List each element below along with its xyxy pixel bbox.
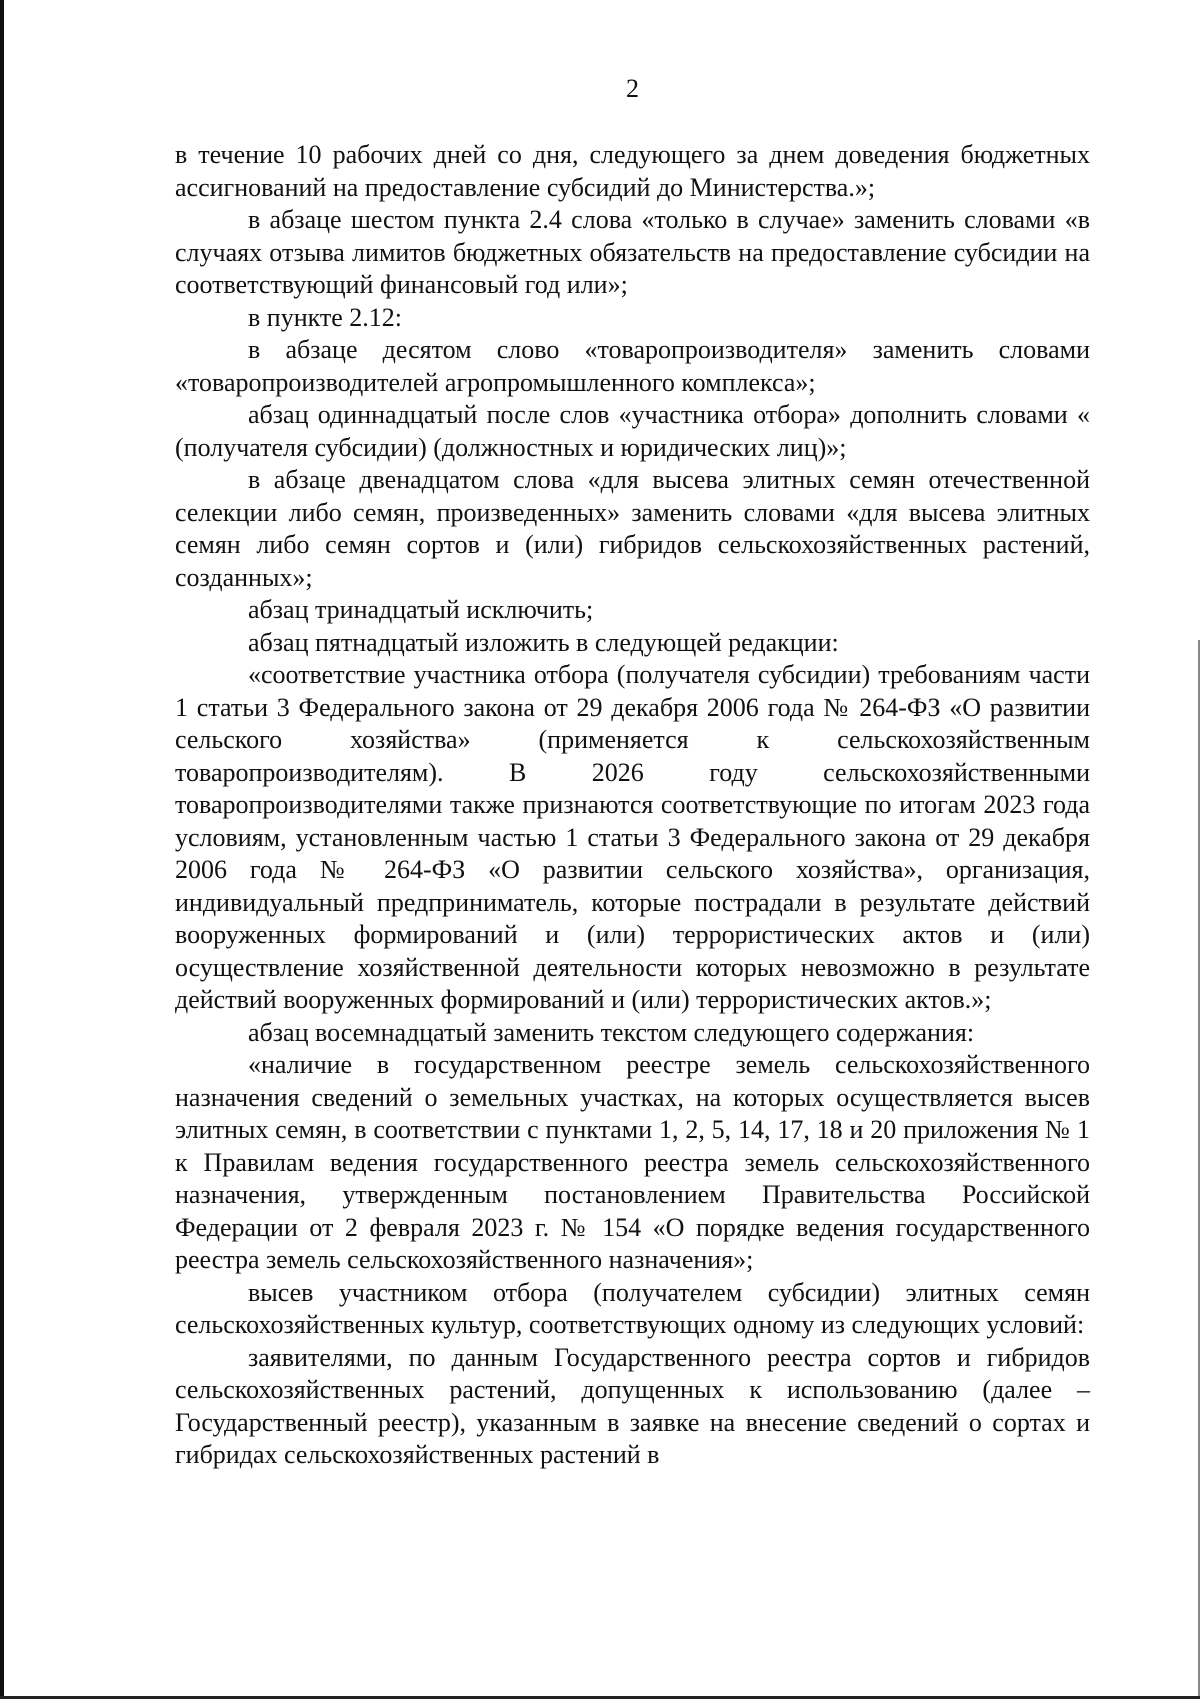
paragraph: в абзаце двенадцатом слова «для высева элитных семян отечественной селекции либо семян, произведенных» заменить словами «для высева элитных семян либо семян сортов и (или) гибридов сельскохозяйственных растений, созданных»; [175, 465, 1090, 592]
paragraph: «наличие в государственном реестре земель сельскохозяйственного назначения сведений о земельных участках, на которых осуществляется высев элитных семян, в соответствии с пунктами 1, 2, 5, 14, 17, 18 и 20 приложения № 1 к Правилам ведения государственного реестра земель сельскохозяйственного назначения, утвержденным постановлением Правительства Российской Федерации от 2 февраля 2023 г. № 154 «О порядке ведения государственного реестра земель сельскохозяйственного назначения»; [175, 1050, 1090, 1274]
page-number: 2 [626, 74, 639, 103]
scan-edge-left [0, 0, 4, 1699]
paragraph: в абзаце десятом слово «товаропроизводителя» заменить словами «товаропроизводителей агропромышленного комплекса»; [175, 335, 1090, 397]
document-body [175, 139, 1090, 1472]
paragraph: абзац восемнадцатый заменить текстом следующего содержания: [248, 1017, 975, 1047]
paragraph: высев участником отбора (получателем субсидии) элитных семян сельскохозяйственных культур, соответствующих одному из следующих условий: [175, 1277, 1090, 1339]
paragraph: «соответствие участника отбора (получателя субсидии) требованиям части 1 статьи 3 Федерального закона от 29 декабря 2006 года № 264-ФЗ «О развитии сельского хозяйства» (применяется к сельскохозяйственным товаропроизводителям). В 2026 году сельскохозяйственными товаропроизводителями также признаются соответствующие по итогам 2023 года условиям, установленным частью 1 статьи 3 Федерального закона от 29 декабря 2006 года № 264-ФЗ «О развитии сельского хозяйства», организация, индивидуальный предприниматель, которые пострадали в результате действий вооруженных формирований и (или) террористических актов и (или) осуществление хозяйственной деятельности которых невозможно в результате действий вооруженных формирований и (или) террористических актов.»; [175, 660, 1090, 1014]
paragraph: абзац пятнадцатый изложить в следующей редакции: [248, 627, 839, 657]
paragraph: заявителями, по данным Государственного реестра сортов и гибридов сельскохозяйственных растений, допущенных к использованию (далее – Государственный реестр), указанным в заявке на внесение сведений о сортах и гибридах сельскохозяйственных растений в [175, 1342, 1090, 1469]
paragraph: в течение 10 рабочих дней со дня, следующего за днем доведения бюджетных ассигнований на предоставление субсидий до Министерства.»; [175, 140, 1090, 202]
paragraph: в абзаце шестом пункта 2.4 слова «только в случае» заменить словами «в случаях отзыва лимитов бюджетных обязательств на предоставление субсидии на соответствующий финансовый год или»; [175, 205, 1090, 299]
paragraph: абзац одиннадцатый после слов «участника отбора» дополнить словами « (получателя субсидии) (должностных и юридических лиц)»; [175, 400, 1090, 462]
paragraph: в пункте 2.12: [248, 302, 403, 332]
paragraph: абзац тринадцатый исключить; [248, 595, 594, 624]
